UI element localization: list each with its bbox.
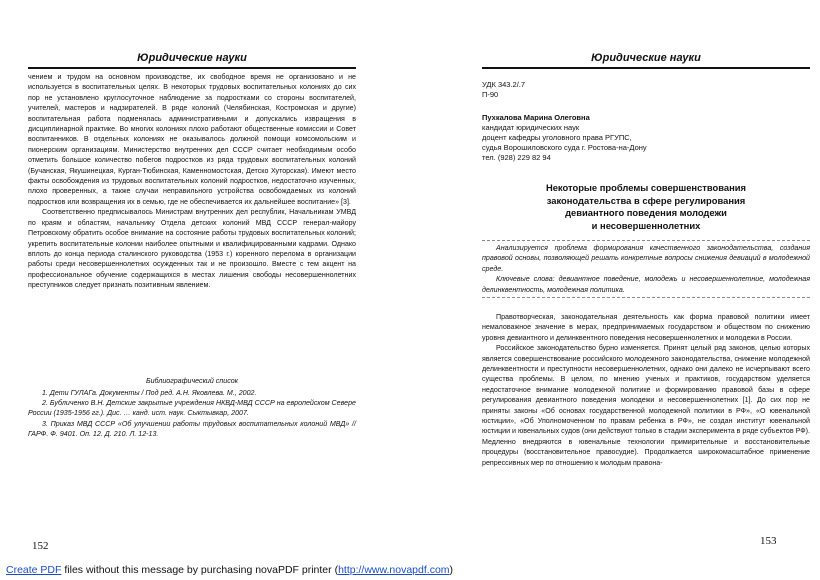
right-running-header: Юридические науки xyxy=(591,52,701,64)
author-block xyxy=(482,113,647,163)
left-page-number: 152 xyxy=(32,540,49,552)
author-degree: кандидат юридических наук xyxy=(482,123,580,132)
author-court: судья Ворошиловского суда г. Ростова-на-Дону xyxy=(482,143,647,152)
footer-message: files without this message by purchasing novaPDF printer ( xyxy=(61,564,339,576)
article-title-line: девиантного поведения молодежи xyxy=(565,207,727,219)
author-mark: П-90 xyxy=(482,90,499,99)
bibliography-item: 2. Бубличенко В.Н. Детские закрытые учреждения НКВД-МВД СССР на европейском Севере России (1935-1956 гг.). Дис. … канд. ист. наук. Сыктывкар, 2007. xyxy=(28,399,356,418)
abstract-text: Анализируется проблема формирования качественного законодательства, создания правовой основы, позволяющей решать конкретные вопросы снижения девиаций в молодежной среде. xyxy=(482,244,810,273)
right-paragraph-2: Российское законодательство бурно изменяется. Принят целый ряд законов, целью которых является совершенствование российского молодежного законодательства, снижение молодежной делинквентности и преступности несовершеннолетних, однако они далеко не исчерпывают всего существа проблемы. В целом, по мнению ученых и практиков, государством уделяется недостаточное внимание молодежной политике и формированию правовой базы в сфере регулирования девиантного поведения молодежи и несовершеннолетних [1]. До сих пор не приняты законы «Об основах государственной молодежной политики в РФ», «О ювенальной юстиции», «Об Уполномоченном по правам ребенка в РФ», не создан институт ювенальной юстиции и ювенальных судов (они действуют только в стадии эксперимента в ряде субъектов РФ). Медленно внедряются в ювенальные технологии примирительные и восстановительные процедуры (восстановительное правосудие). Продолжается широкомасштабное применение репрессивных мер по отношению к молодым правона- xyxy=(482,344,810,467)
article-title-line: законодательства в сфере регулирования xyxy=(546,194,746,206)
right-page xyxy=(410,0,820,565)
article-title-line: и несовершеннолетних xyxy=(591,219,701,231)
article-title-line: Некоторые проблемы совершенствования xyxy=(545,182,747,193)
udk-block xyxy=(482,80,525,100)
footer-close-paren: ) xyxy=(449,564,454,576)
novapdf-url-link[interactable]: http://www.novapdf.com xyxy=(338,564,450,576)
abstract-box xyxy=(482,240,810,298)
left-paragraph-1: чением и трудом на основном производстве, их свободное время не организовано и не используется в воспитательных целях. В некоторых трудовых воспитательных колониях до сих пор не установлено круглосуточное наблюдение за подростками со стороны воспитателей, учителей, мастеров и надзирателей. В ряде колоний (Челябинская, Костромская и другие) воспитательная работа подменялась административными и допускались извращения в дисциплинарной практике. Во многих колониях плохо работают общественные комиссии и Совет воспитанников. В отдельных колониях не оказывалось должной помощи комсомольским и пионерским организациям. Министерство внутренних дел СССР считает необходимым особо отметить большое количество побегов подростков из ряда трудовых воспитательных колоний (Бучанская, Якушинецкая, Курган-Тюбинская, Каменномостская, Детско Хуторская). Имеют место факты освобождения из трудовых воспитательных колоний подростков, недостаточно изученных, плохо проверенных, а также случаи неправильного устройства освобождаемых из колоний подростков или возвращения их в семью, где не обеспечивается их дальнейшее воспитание» [3]. xyxy=(28,73,356,206)
left-page xyxy=(0,0,410,565)
right-page-number: 153 xyxy=(760,535,777,547)
bibliography-title: Библиографический список xyxy=(145,377,239,385)
create-pdf-link[interactable]: Create PDF xyxy=(6,564,62,576)
article-title xyxy=(498,182,794,232)
keywords-text: Ключевые слова: девиантное поведение, молодежь и несовершеннолетние, молодежная делинквентность, молодежная политика. xyxy=(482,275,810,294)
bibliography-list xyxy=(28,388,356,439)
left-body xyxy=(28,72,356,291)
bibliography-item: 3. Приказ МВД СССР «Об улучшении работы трудовых воспитательных колоний МВД» // ГАРФ. Ф. 9401. Оп. 12. Д. 210. Л. 12-13. xyxy=(28,419,356,438)
novapdf-footer xyxy=(6,564,453,576)
udk-code: УДК 343.2/.7 xyxy=(482,80,526,89)
right-paragraph-1: Правотворческая, законодательная деятельность как форма правовой политики имеет немаловажное значение в мерах, предпринимаемых государством и обществом по снижению уровня девиантного и делинквентного поведения несовершеннолетних и молодежи в России. xyxy=(482,313,810,342)
bibliography-item: 1. Дети ГУЛАГа. Документы / Под ред. А.Н. Яковлева. М., 2002. xyxy=(42,389,257,397)
right-body xyxy=(482,312,810,468)
left-paragraph-2: Соответственно предписывалось Министрам внутренних дел республик, Начальникам УМВД по краям и областям, начальнику Отдела детских колоний МВД СССР генерал-майору Петровскому обратить особое внимание на состояние работы трудовых воспитательных колоний; укрепить воспитательные колонии наиболее опытными и квалифицированными кадрами. Однако вплоть до конца периода сталинского руководства (1953 г.) коренного перелома в организации работы среди несовершеннолетних осужденных так и не произошло. Вместе с тем акцент на профессиональное обучение содержащихся в местах лишения свободы несовершеннолетних преступников следует признать позитивным явлением. xyxy=(28,208,356,290)
right-header-rule xyxy=(482,67,810,69)
author-name: Пухкалова Марина Олеговна xyxy=(482,113,590,122)
author-position: доцент кафедры уголовного права РГУПС, xyxy=(482,133,632,142)
left-header-rule xyxy=(28,67,356,69)
author-phone: тел. (928) 229 82 94 xyxy=(482,153,551,162)
left-running-header: Юридические науки xyxy=(137,52,247,64)
